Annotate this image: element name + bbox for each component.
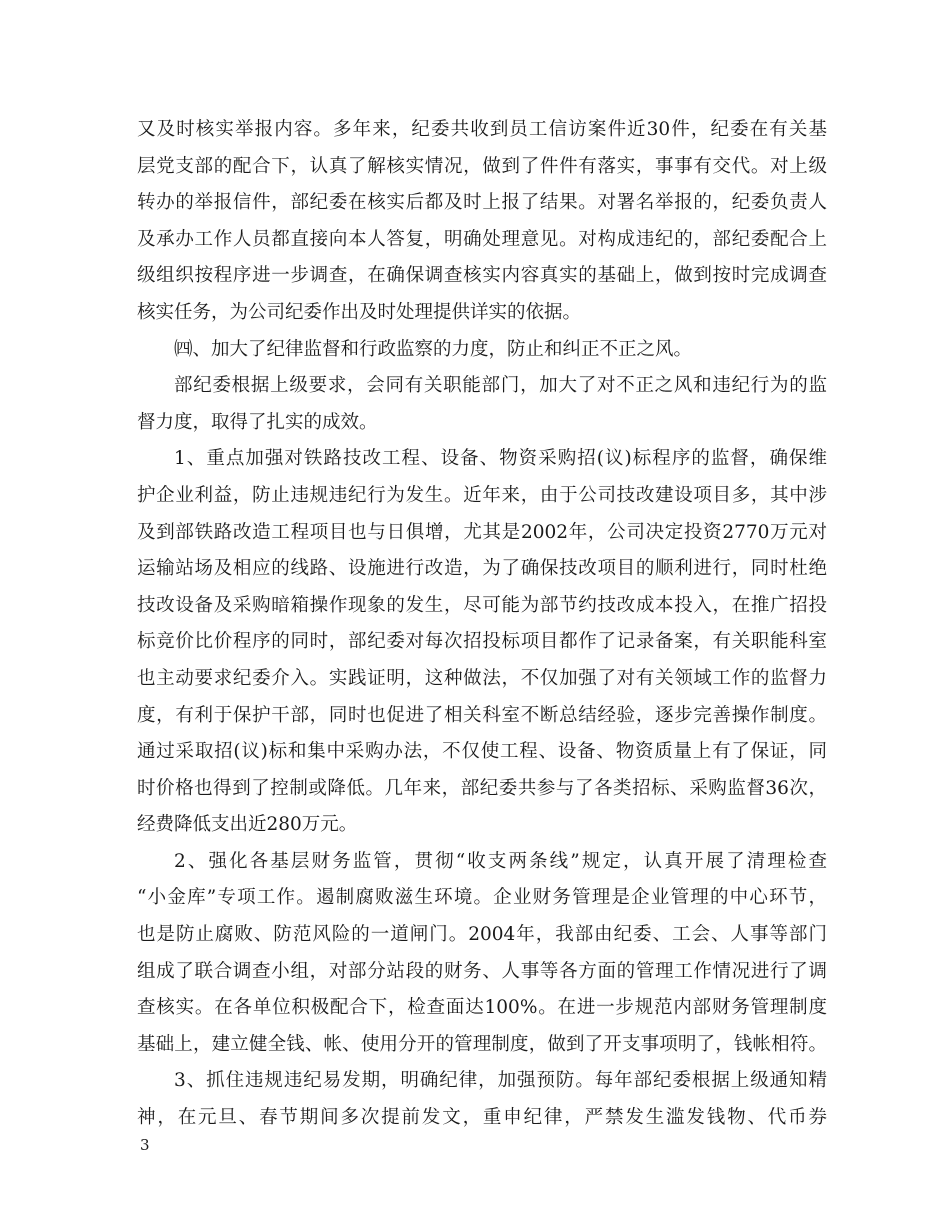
text-line: 运输站场及相应的线路、设施进行改造，为了确保技改项目的顺利进行，同时杜绝 [137,558,827,580]
text-line: 也是防止腐败、防范风险的一道闸门。2004年，我部由纪委、工会、人事等部门 [137,924,827,946]
text-line: “小金库”专项工作。遏制腐败滋生环境。企业财务管理是企业管理的中心环节， [137,887,827,909]
text-line: 也主动要求纪委介入。实践证明，这种做法，不仅加强了对有关领域工作的监督力 [137,667,827,689]
text-line: 督力度，取得了扎实的成效。 [137,411,378,433]
text-line: 层党支部的配合下，认真了解核实情况，做到了件件有落实，事事有交代。对上级 [137,155,827,177]
body-text [137,112,827,1137]
text-line: 组成了联合调查小组，对部分站段的财务、人事等各方面的管理工作情况进行了调 [137,960,827,982]
text-line: 核实任务，为公司纪委作出及时处理提供详实的依据。 [137,301,582,323]
text-line: 1、重点加强对铁路技改工程、设备、物资采购招(议)标程序的监督，确保维 [174,448,827,470]
text-line: 经费降低支出近280万元。 [137,814,358,836]
text-line: 度，有利于保护干部，同时也促进了相关科室不断总结经验，逐步完善操作制度。 [137,704,827,726]
text-line: 级组织按程序进一步调查，在确保调查核实内容真实的基础上，做到按时完成调查 [137,265,827,287]
text-line: 转办的举报信件，部纪委在核实后都及时上报了结果。对署名举报的，纪委负责人 [137,192,827,214]
text-line: ㈣、加大了纪律监督和行政监察的力度，防止和纠正不正之风。 [174,338,693,360]
text-line: 查核实。在各单位积极配合下，检查面达100%。在进一步规范内部财务管理制度 [137,997,827,1019]
text-line: 通过采取招(议)标和集中采购办法，不仅使工程、设备、物资质量上有了保证，同 [137,741,827,763]
text-line: 3、抓住违规违纪易发期，明确纪律，加强预防。每年部纪委根据上级通知精 [174,1070,827,1092]
page-number: 3 [140,1136,150,1154]
text-line: 护企业利益，防止违规违纪行为发生。近年来，由于公司技改建设项目多，其中涉 [137,484,827,506]
text-line: 及承办工作人员都直接向本人答复，明确处理意见。对构成违纪的，部纪委配合上 [137,228,827,250]
text-line: 2、强化各基层财务监管，贯彻“收支两条线”规定，认真开展了清理检查 [174,850,827,872]
text-line: 基础上，建立健全钱、帐、使用分开的管理制度，做到了开支事项明了，钱帐相符。 [137,1033,827,1055]
text-line: 时价格也得到了控制或降低。几年来，部纪委共参与了各类招标、采购监督36次， [137,777,827,799]
text-line: 标竞价比价程序的同时，部纪委对每次招投标项目都作了记录备案，有关职能科室 [137,631,827,653]
text-line: 部纪委根据上级要求，会同有关职能部门，加大了对不正之风和违纪行为的监 [174,375,827,397]
text-line: 神，在元旦、春节期间多次提前发文，重申纪律，严禁发生滥发钱物、代币券 [137,1107,827,1129]
text-line: 又及时核实举报内容。多年来，纪委共收到员工信访案件近30件，纪委在有关基 [137,119,827,140]
text-line: 技改设备及采购暗箱操作现象的发生，尽可能为部节约技改成本投入，在推广招投 [137,594,827,616]
text-line: 及到部铁路改造工程项目也与日俱增，尤其是2002年，公司决定投资2770万元对 [137,521,827,543]
